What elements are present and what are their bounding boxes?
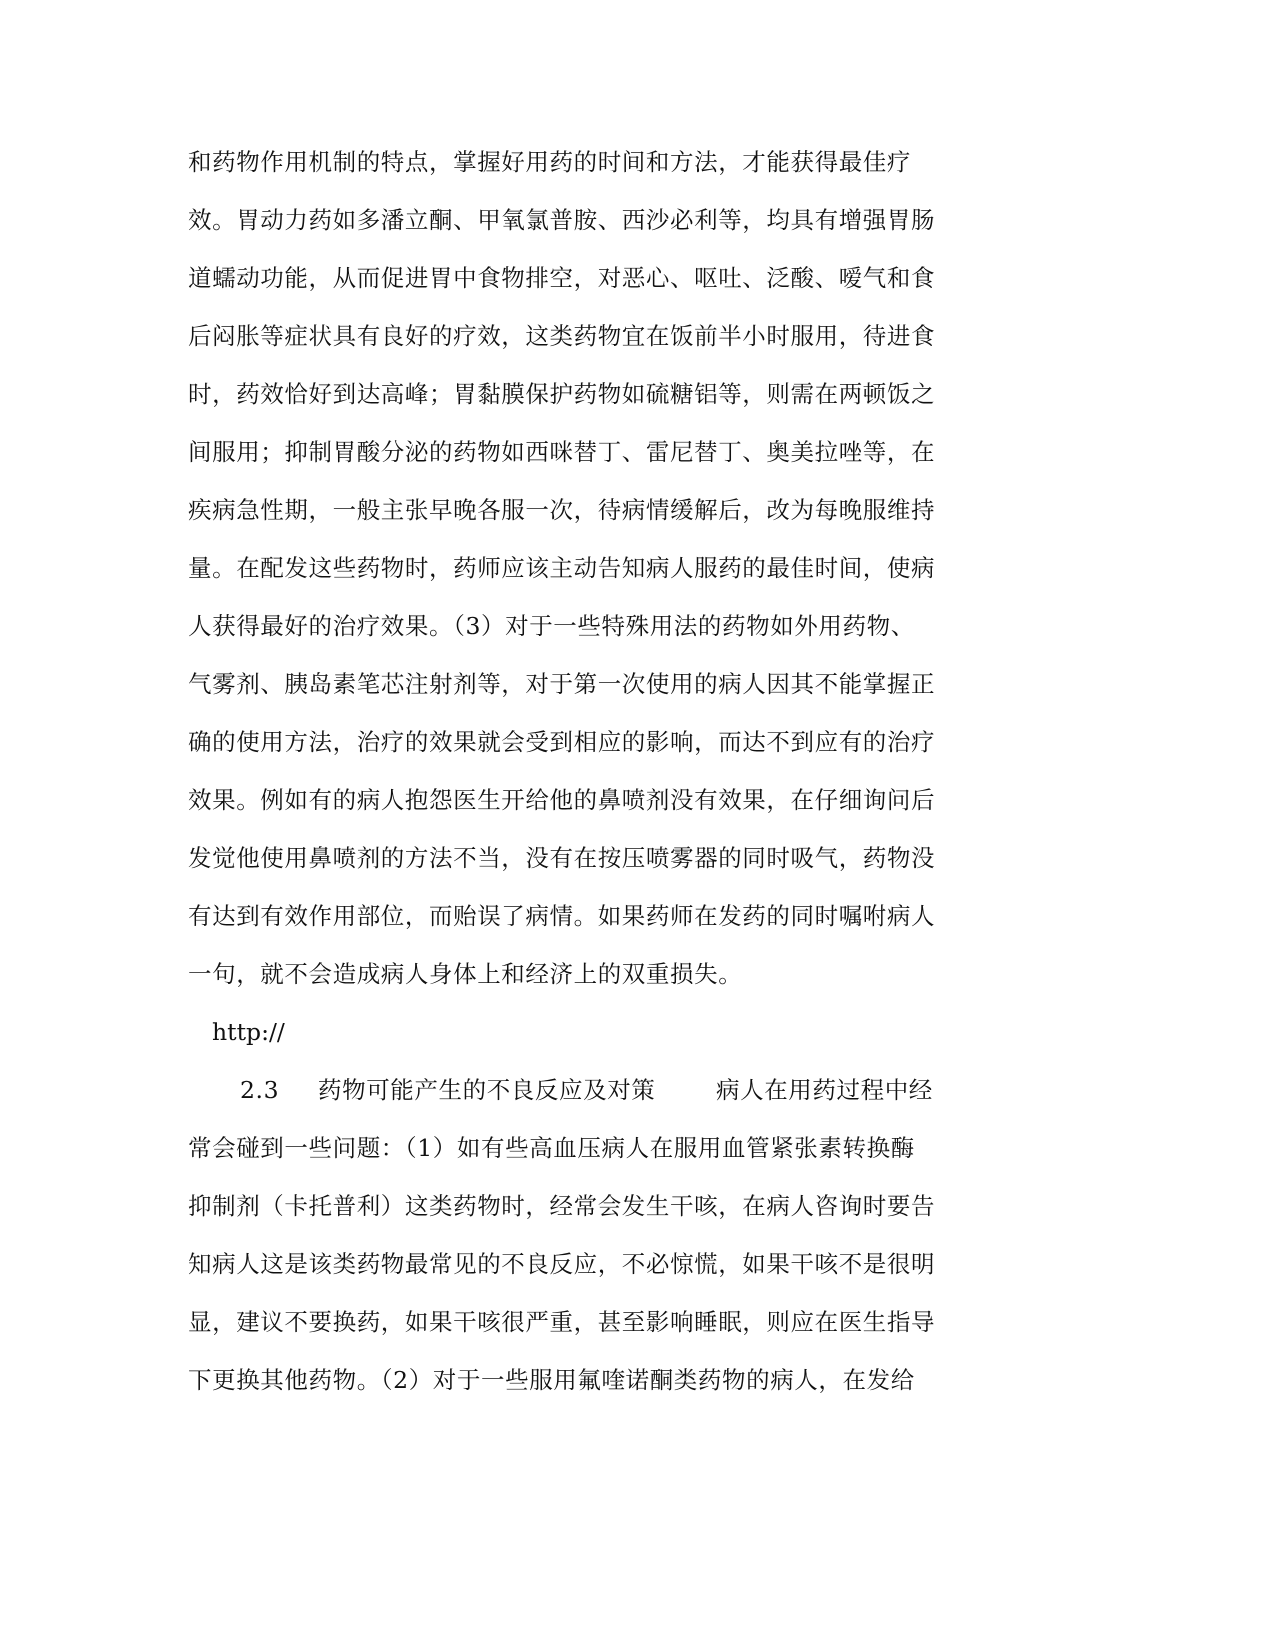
text-line: 间服用；抑制胃酸分泌的药物如西咪替丁、雷尼替丁、奥美拉唑等，在 — [188, 438, 936, 466]
section-lead-text: 病人在用药过程中经 — [716, 1076, 933, 1104]
text-line: 有达到有效作用部位，而贻误了病情。如果药师在发药的同时嘱咐病人 — [188, 902, 936, 930]
text-line: 显，建议不要换药，如果干咳很严重，甚至影响睡眠，则应在医生指导 — [188, 1308, 936, 1336]
text-line: 下更换其他药物。（2）对于一些服用氟喹诺酮类药物的病人，在发给 — [188, 1366, 915, 1394]
section-title: 药物可能产生的不良反应及对策 — [318, 1076, 656, 1104]
text-line: 量。在配发这些药物时，药师应该主动告知病人服药的最佳时间，使病 — [188, 554, 936, 582]
text-line: 一句，就不会造成病人身体上和经济上的双重损失。 — [188, 960, 743, 988]
text-line: 和药物作用机制的特点，掌握好用药的时间和方法，才能获得最佳疗 — [188, 148, 911, 176]
text-line: 知病人这是该类药物最常见的不良反应，不必惊慌，如果干咳不是很明 — [188, 1250, 936, 1278]
text-line: 效果。例如有的病人抱怨医生开给他的鼻喷剂没有效果，在仔细询问后 — [188, 786, 936, 814]
text-line: 发觉他使用鼻喷剂的方法不当，没有在按压喷雾器的同时吸气，药物没 — [188, 844, 936, 872]
text-line: 常会碰到一些问题：（1）如有些高血压病人在服用血管紧张素转换酶 — [188, 1134, 915, 1162]
text-line: 人获得最好的治疗效果。（3）对于一些特殊用法的药物如外用药物、 — [188, 612, 915, 640]
url-link[interactable]: http:// — [212, 1018, 285, 1046]
text-line: 疾病急性期，一般主张早晚各服一次，待病情缓解后，改为每晚服维持 — [188, 496, 936, 524]
text-line: 气雾剂、胰岛素笔芯注射剂等，对于第一次使用的病人因其不能掌握正 — [188, 670, 936, 698]
text-line: 效。胃动力药如多潘立酮、甲氧氯普胺、西沙必利等，均具有增强胃肠 — [188, 206, 936, 234]
text-line: 时，药效恰好到达高峰；胃黏膜保护药物如硫糖铝等，则需在两顿饭之 — [188, 380, 936, 408]
text-line: 抑制剂（卡托普利）这类药物时，经常会发生干咳，在病人咨询时要告 — [188, 1192, 936, 1220]
text-line: 道蠕动功能，从而促进胃中食物排空，对恶心、呕吐、泛酸、嗳气和食 — [188, 264, 936, 292]
text-line: 确的使用方法，治疗的效果就会受到相应的影响，而达不到应有的治疗 — [188, 728, 936, 756]
section-number: 2.3 — [240, 1076, 280, 1104]
text-line: 后闷胀等症状具有良好的疗效，这类药物宜在饭前半小时服用，待进食 — [188, 322, 936, 350]
